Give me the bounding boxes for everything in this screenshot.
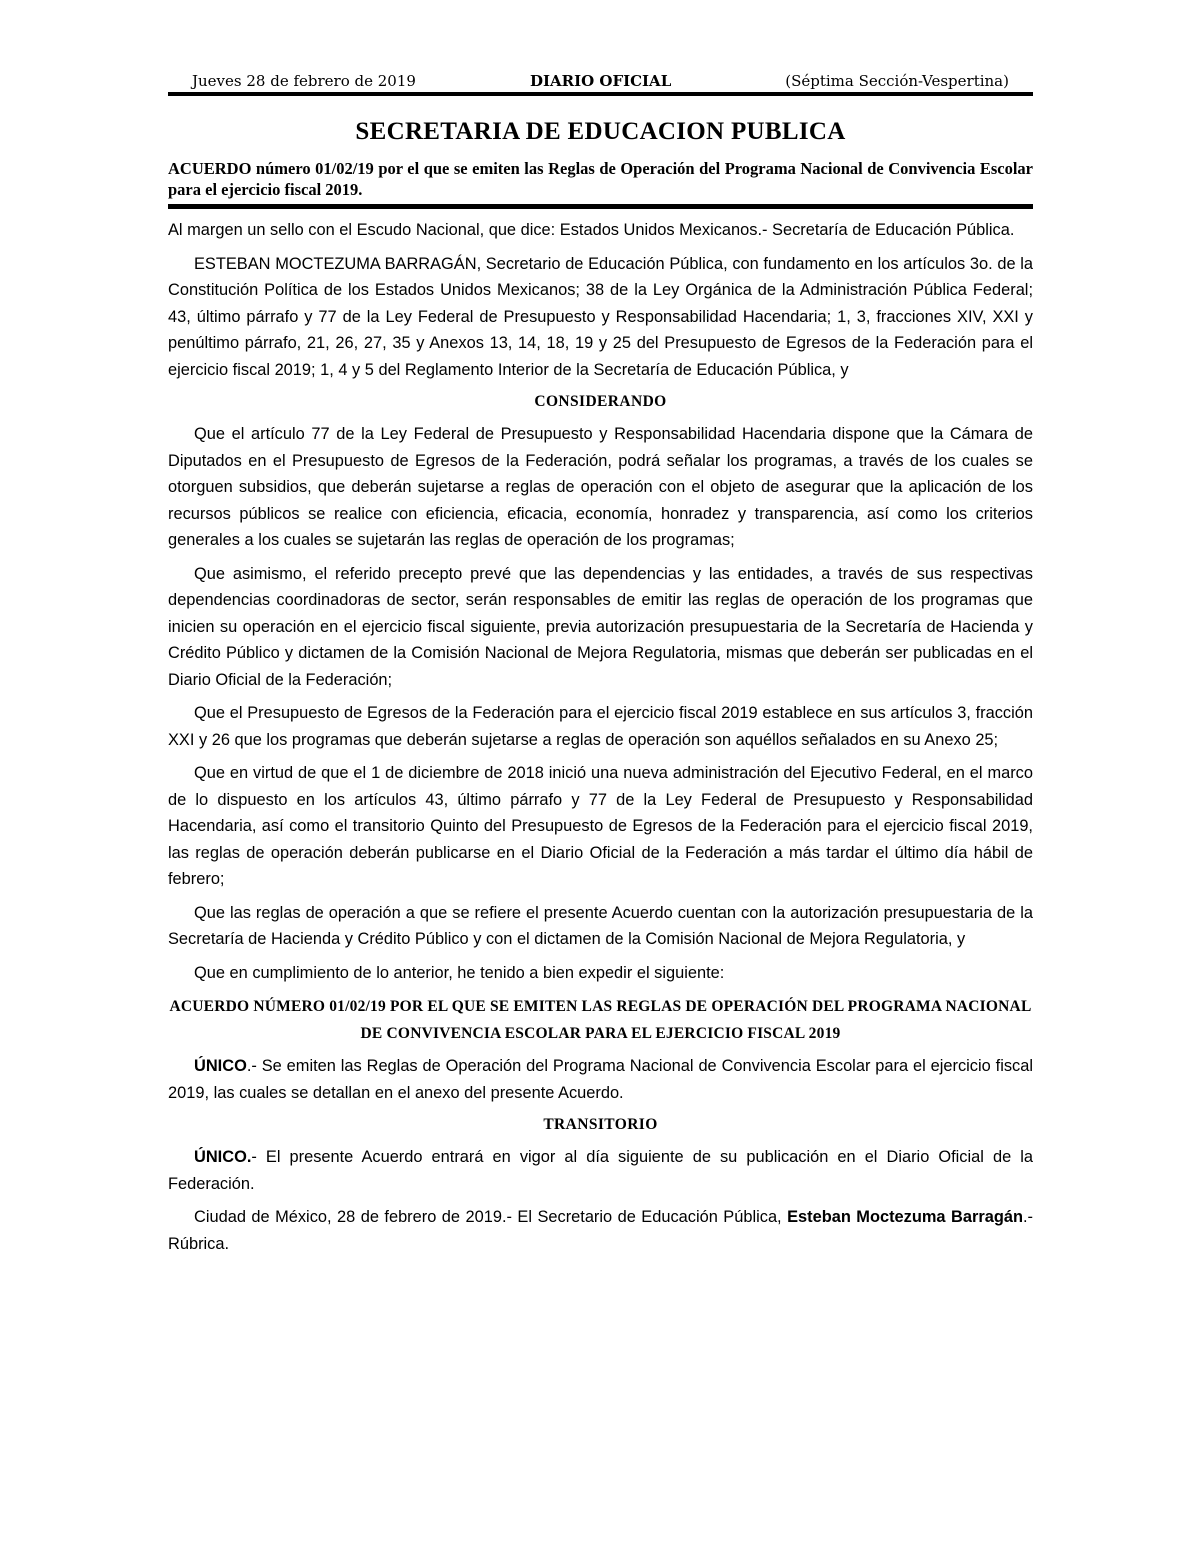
transitorio-text: - El presente Acuerdo entrará en vigor al día siguiente de su publicación en el Diario Oficial de la Federación. xyxy=(168,1148,1033,1193)
page-title: SECRETARIA DE EDUCACION PUBLICA xyxy=(355,118,846,145)
unico-article xyxy=(168,1053,1033,1106)
considerando-paragraph: Que en virtud de que el 1 de diciembre de 2018 inició una nueva administración del Ejecutivo Federal, en el marco de lo dispuesto en los artículos 43, último párrafo y 77 de la Ley Federal de Presupuesto y Responsabilidad Hacendaria, así como el transitorio Quinto del Presupuesto de Egresos de la Federación para el ejercicio fiscal 2019, las reglas de operación deberán publicarse en el Diario Oficial de la Federación a más tardar el último día hábil de febrero; xyxy=(168,764,1033,888)
page-header xyxy=(168,66,1033,96)
agreement-heading: ACUERDO número 01/02/19 por el que se emiten las Reglas de Operación del Programa Nacional de Convivencia Escolar para el ejercicio fiscal 2019. xyxy=(168,158,1033,209)
transitorio-label: ÚNICO. xyxy=(194,1148,252,1166)
transitorio-article xyxy=(168,1144,1033,1197)
considerando-paragraph: Que el artículo 77 de la Ley Federal de Presupuesto y Responsabilidad Hacendaria dispone que la Cámara de Diputados en el Presupuesto de Egresos de la Federación, podrá señalar los programas, a través de los cuales se otorguen subsidios, que deberán sujetarse a reglas de operación con el objeto de asegurar que la aplicación de los recursos públicos se realice con eficiencia, eficacia, economía, honradez y transparencia, así como los criterios generales a los cuales se sujetarán las reglas de operación de los programas; xyxy=(168,425,1033,549)
considerando-paragraph: Que el Presupuesto de Egresos de la Federación para el ejercicio fiscal 2019 establece en sus artículos 3, fracción XXI y 26 que los programas que deberán sujetarse a reglas de operación son aquéllos señalados en su Anexo 25; xyxy=(168,704,1033,749)
considerando-paragraph: Que las reglas de operación a que se refiere el presente Acuerdo cuentan con la autorización presupuestaria de la Secretaría de Hacienda y Crédito Público y con el dictamen de la Comisión Nacional de Mejora Regulatoria, y xyxy=(168,903,1033,948)
transitorio-heading: TRANSITORIO xyxy=(543,1116,658,1133)
signature-text: Ciudad de México, 28 de febrero de 2019.- El Secretario de Educación Pública, xyxy=(194,1208,788,1226)
signature-suffix: .- Rúbrica. xyxy=(168,1208,1033,1253)
considerando-heading: CONSIDERANDO xyxy=(534,393,667,410)
header-publication: DIARIO OFICIAL xyxy=(529,72,672,90)
signature-block xyxy=(168,1204,1033,1257)
header-section: (Séptima Sección-Vespertina) xyxy=(785,72,1009,90)
unico-label: ÚNICO xyxy=(194,1057,247,1075)
unico-text: .- Se emiten las Reglas de Operación del Programa Nacional de Convivencia Escolar para el ejercicio fiscal 2019, las cuales se detallan en el anexo del presente Acuerdo. xyxy=(168,1057,1033,1102)
agreement-caps-heading: ACUERDO NÚMERO 01/02/19 POR EL QUE SE EMITEN LAS REGLAS DE OPERACIÓN DEL PROGRAMA NACIONAL DE CONVIVENCIA ESCOLAR PARA EL EJERCICIO FISCAL 2019 xyxy=(169,998,1032,1042)
signatory-name: Esteban Moctezuma Barragán xyxy=(787,1208,1023,1226)
header-date: Jueves 28 de febrero de 2019 xyxy=(192,72,416,90)
seal-note: Al margen un sello con el Escudo Nacional, que dice: Estados Unidos Mexicanos.- Secretaría de Educación Pública. xyxy=(168,221,1015,239)
considerando-paragraph: Que asimismo, el referido precepto prevé que las dependencias y las entidades, a través de sus respectivas dependencias coordinadoras de sector, serán responsables de emitir las reglas de operación de los programas que inicien su operación en el ejercicio fiscal siguiente, previa autorización presupuestaria de la Secretaría de Hacienda y Crédito Público y dictamen de la Comisión Nacional de Mejora Regulatoria, mismas que deberán ser publicadas en el Diario Oficial de la Federación; xyxy=(168,564,1033,689)
considerando-paragraph: Que en cumplimiento de lo anterior, he tenido a bien expedir el siguiente: xyxy=(194,963,725,982)
preamble: ESTEBAN MOCTEZUMA BARRAGÁN, Secretario de Educación Pública, con fundamento en los artículos 3o. de la Constitución Política de los Estados Unidos Mexicanos; 38 de la Ley Orgánica de la Administración Pública Federal; 43, último párrafo y 77 de la Ley Federal de Presupuesto y Responsabilidad Hacendaria; 1, 3, fracciones XIV, XXI y penúltimo párrafo, 21, 26, 27, 35 y Anexos 13, 14, 18, 19 y 25 del Presupuesto de Egresos de la Federación para el ejercicio fiscal 2019; 1, 4 y 5 del Reglamento Interior de la Secretaría de Educación Pública, y xyxy=(168,254,1033,379)
document-page xyxy=(168,66,1033,1264)
